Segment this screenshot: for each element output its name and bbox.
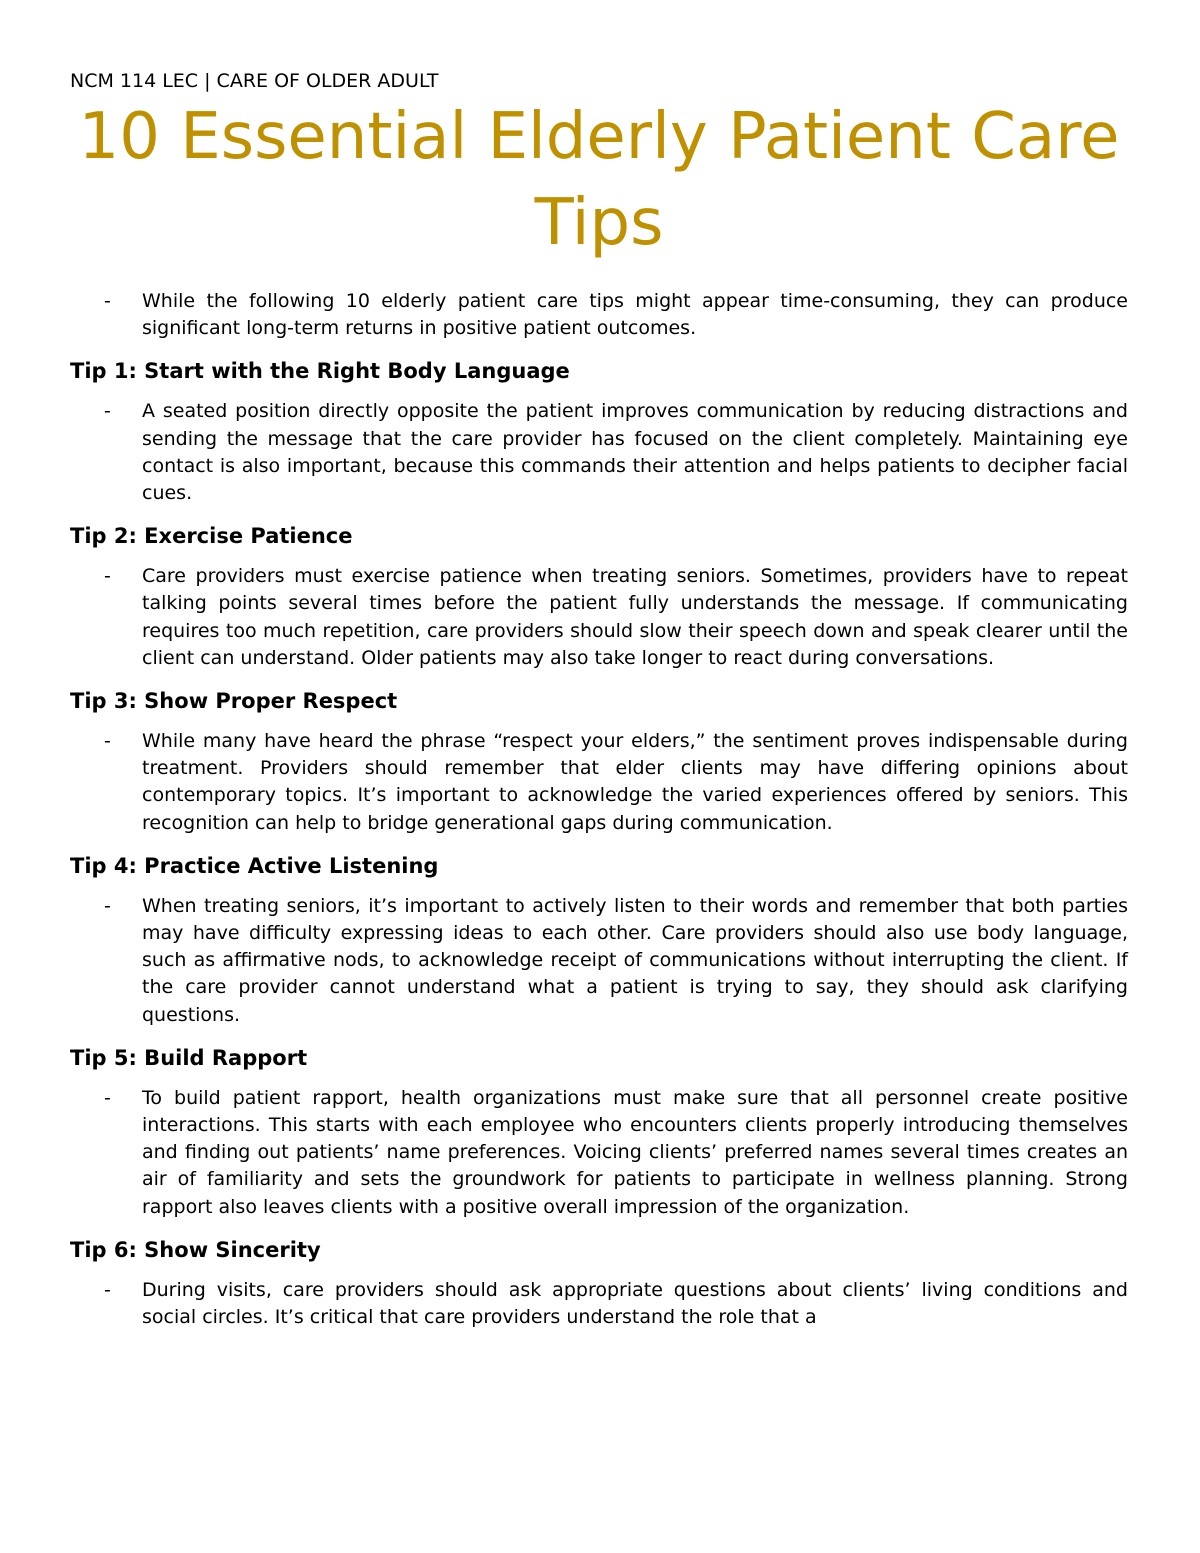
tip-heading: Tip 6: Show Sincerity xyxy=(70,1237,321,1262)
tip-text: When treating seniors, it’s important to actively listen to their words and remember that both parties may have difficulty expressing ideas to each other. Care providers should also use body language, such as affirmative nods, to acknowledge receipt of communications without interrupting the client. If the care provider cannot understand what a patient is trying to say, they should ask clarifying questions. xyxy=(142,894,1128,1026)
tip-heading: Tip 4: Practice Active Listening xyxy=(70,853,439,878)
tip-bullet xyxy=(70,893,1128,1029)
bullet-dash: - xyxy=(104,400,111,423)
tip-bullet xyxy=(70,563,1128,672)
bullet-dash: - xyxy=(104,1086,111,1109)
course-header: NCM 114 LEC | CARE OF OLDER ADULT xyxy=(70,70,439,92)
tip-1 xyxy=(70,356,1128,507)
tip-bullet xyxy=(70,728,1128,837)
tip-6 xyxy=(70,1235,1128,1331)
tip-heading: Tip 3: Show Proper Respect xyxy=(70,689,398,714)
tip-text: Care providers must exercise patience when treating seniors. Sometimes, providers have to repeat talking points several times before the patient fully understands the message. If communicating requires too much repetition, care providers should slow their speech down and speak clearer until the client can understand. Older patients may also take longer to react during conversations. xyxy=(142,565,1128,669)
tip-3 xyxy=(70,686,1128,837)
tip-bullet xyxy=(70,1085,1128,1221)
tip-bullet xyxy=(70,398,1128,507)
tip-bullet xyxy=(70,1277,1128,1331)
tip-5 xyxy=(70,1043,1128,1221)
tip-text: While many have heard the phrase “respect your elders,” the sentiment proves indispensable during treatment. Providers should remember that elder clients may have differing opinions about contemporary topics. It’s important to acknowledge the varied experiences offered by seniors. This recognition can help to bridge generational gaps during communication. xyxy=(142,730,1128,834)
bullet-dash: - xyxy=(104,290,111,312)
intro-text: While the following 10 elderly patient care tips might appear time-consuming, they can produce significant long-term returns in positive patient outcomes. xyxy=(142,290,1128,340)
bullet-dash: - xyxy=(104,730,111,753)
tip-text: A seated position directly opposite the patient improves communication by reducing distractions and sending the message that the care provider has focused on the client completely. Maintaining eye contact is also important, because this commands their attention and helps patients to decipher facial cues. xyxy=(142,400,1128,505)
tip-4 xyxy=(70,851,1128,1029)
intro-bullet xyxy=(70,288,1128,342)
bullet-dash: - xyxy=(104,894,111,917)
tip-heading: Tip 2: Exercise Patience xyxy=(70,524,353,549)
tip-2 xyxy=(70,521,1128,672)
document-title: 10 Essential Elderly Patient Care Tips xyxy=(78,100,1120,260)
bullet-dash: - xyxy=(104,565,111,588)
tip-heading: Tip 5: Build Rapport xyxy=(70,1045,308,1070)
tip-text: During visits, care providers should ask appropriate questions about clients’ living conditions and social circles. It’s critical that care providers understand the role that a xyxy=(142,1278,1128,1329)
tip-heading: Tip 1: Start with the Right Body Language xyxy=(70,359,570,384)
tip-text: To build patient rapport, health organizations must make sure that all personnel create positive interactions. This starts with each employee who encounters clients properly introducing themselves and finding out patients’ name preferences. Voicing clients’ preferred names several times creates an air of familiarity and sets the groundwork for patients to participate in wellness planning. Strong rapport also leaves clients with a positive overall impression of the organization. xyxy=(142,1086,1128,1218)
bullet-dash: - xyxy=(104,1278,111,1301)
